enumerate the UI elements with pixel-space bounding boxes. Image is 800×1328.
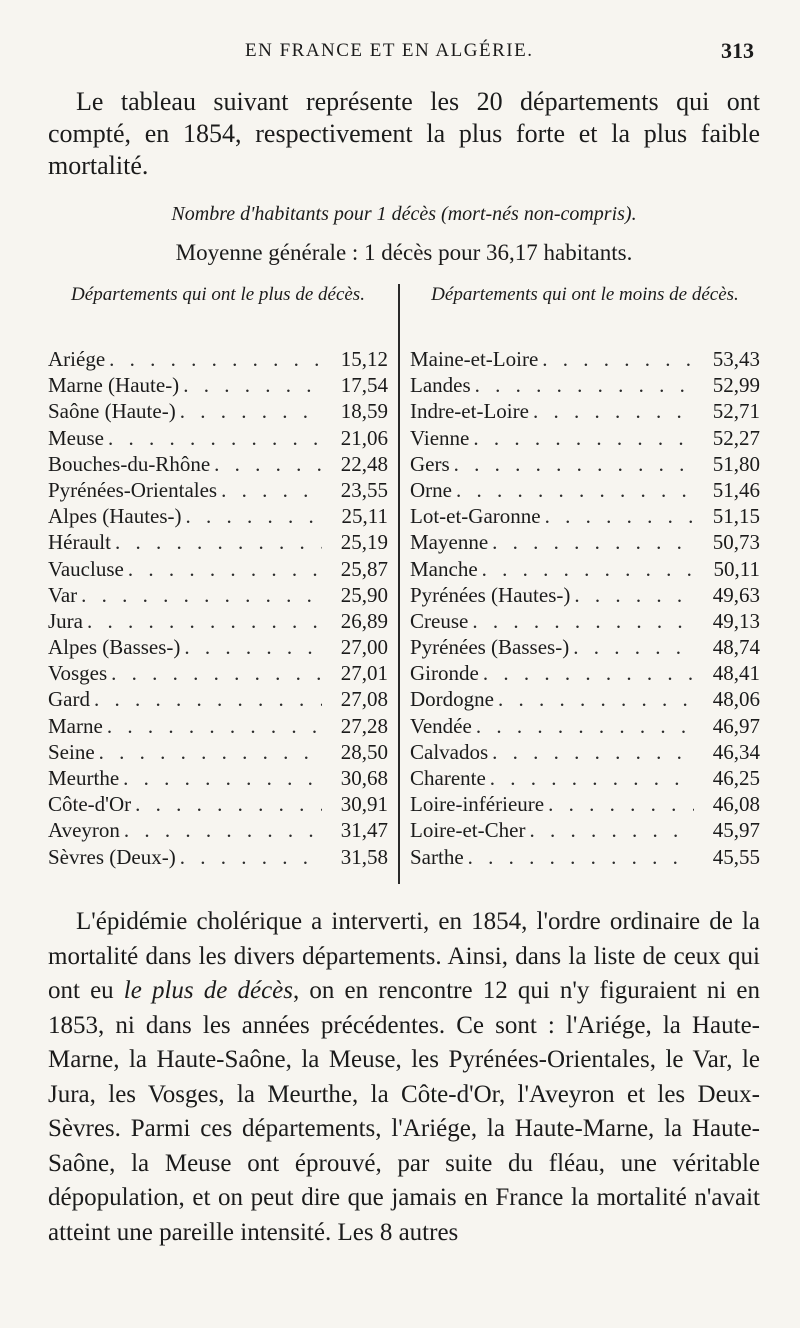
table-row xyxy=(410,425,760,451)
table-row xyxy=(48,765,388,791)
table-row xyxy=(410,529,760,555)
table-row xyxy=(48,791,388,817)
inhabitants-per-death: 52,99 xyxy=(712,373,760,398)
table-row xyxy=(410,582,760,608)
inhabitants-per-death: 27,00 xyxy=(340,635,388,660)
dot-leader xyxy=(124,817,322,843)
dot-leader xyxy=(548,791,694,817)
table-row xyxy=(48,346,388,372)
general-average: Moyenne générale : 1 décès pour 36,17 habitants. xyxy=(175,240,633,265)
inhabitants-per-death: 27,28 xyxy=(340,713,388,738)
inhabitants-per-death: 27,01 xyxy=(340,661,388,686)
department-name: Meurthe xyxy=(48,766,120,790)
inhabitants-per-death: 46,97 xyxy=(712,713,760,738)
inhabitants-per-death: 30,91 xyxy=(340,792,388,817)
inhabitants-per-death: 46,25 xyxy=(712,766,760,790)
department-name: Vaucluse xyxy=(48,556,124,581)
department-name: Indre-et-Loire xyxy=(410,399,529,424)
table-caption: Nombre d'habitants pour 1 décès (mort-nés non-compris). xyxy=(171,203,637,225)
dot-leader xyxy=(545,503,694,529)
table-row xyxy=(48,556,388,582)
mortality-table xyxy=(48,282,760,884)
inhabitants-per-death: 22,48 xyxy=(340,451,388,476)
dot-leader xyxy=(472,608,694,634)
inhabitants-per-death: 30,68 xyxy=(340,766,388,790)
department-name: Var xyxy=(48,582,78,607)
inhabitants-per-death: 52,27 xyxy=(712,425,760,450)
dot-leader xyxy=(482,556,694,582)
dot-leader xyxy=(498,686,694,712)
inhabitants-per-death: 23,55 xyxy=(340,477,388,502)
table-row xyxy=(410,608,760,634)
department-name: Vendée xyxy=(410,713,472,738)
department-name: Lot-et-Garonne xyxy=(410,504,541,529)
dot-leader xyxy=(456,477,694,503)
department-name: Aveyron xyxy=(48,818,120,843)
department-name: Saône (Haute-) xyxy=(48,399,176,424)
table-row xyxy=(410,739,760,765)
dot-leader xyxy=(128,556,322,582)
inhabitants-per-death: 51,80 xyxy=(712,451,760,476)
inhabitants-per-death: 49,63 xyxy=(712,582,760,607)
dot-leader xyxy=(529,817,694,843)
table-row xyxy=(410,686,760,712)
department-name: Charente xyxy=(410,766,486,790)
dot-leader xyxy=(468,844,694,870)
department-name: Loire-inférieure xyxy=(410,792,545,817)
department-name: Loire-et-Cher xyxy=(410,818,526,843)
left-column-header: Départements qui ont le plus de décès. xyxy=(71,284,365,305)
column-divider xyxy=(398,284,400,884)
dot-leader xyxy=(492,739,694,765)
department-name: Sèvres (Deux-) xyxy=(48,844,176,869)
department-name: Gers xyxy=(410,451,450,476)
inhabitants-per-death: 48,74 xyxy=(712,635,760,660)
table-row xyxy=(410,791,760,817)
table-row xyxy=(410,713,760,739)
inhabitants-per-death: 28,50 xyxy=(340,739,388,764)
inhabitants-per-death: 21,06 xyxy=(340,425,388,450)
dot-leader xyxy=(221,477,322,503)
table-row xyxy=(48,608,388,634)
department-name: Hérault xyxy=(48,530,111,555)
left-rows xyxy=(48,346,388,870)
department-name: Dordogne xyxy=(410,687,494,712)
dot-leader xyxy=(473,425,694,451)
inhabitants-per-death: 25,11 xyxy=(341,504,388,529)
table-row xyxy=(48,634,388,660)
dot-leader xyxy=(180,398,322,424)
inhabitants-per-death: 31,58 xyxy=(340,844,388,869)
department-name: Manche xyxy=(410,556,478,581)
body-paragraph xyxy=(48,905,760,1250)
table-row xyxy=(48,425,388,451)
table-row xyxy=(410,451,760,477)
inhabitants-per-death: 46,34 xyxy=(712,739,760,764)
table-row xyxy=(410,398,760,424)
table-row xyxy=(48,477,388,503)
right-column-header: Départements qui ont le moins de décès. xyxy=(431,284,739,305)
table-row xyxy=(48,398,388,424)
inhabitants-per-death: 15,12 xyxy=(340,347,388,371)
table-row xyxy=(410,634,760,660)
dot-leader xyxy=(180,844,322,870)
inhabitants-per-death: 49,13 xyxy=(712,608,760,633)
department-name: Calvados xyxy=(410,739,489,764)
table-row xyxy=(48,686,388,712)
left-column xyxy=(48,282,388,870)
page-number: 313 xyxy=(721,38,754,63)
dot-leader xyxy=(107,713,322,739)
dot-leader xyxy=(109,346,322,372)
dot-leader xyxy=(87,608,322,634)
table-row xyxy=(410,477,760,503)
table-row xyxy=(410,817,760,843)
dot-leader xyxy=(123,765,322,791)
running-head xyxy=(0,36,800,76)
table-row xyxy=(48,503,388,529)
dot-leader xyxy=(454,451,694,477)
dot-leader xyxy=(186,503,322,529)
table-row xyxy=(48,713,388,739)
department-name: Orne xyxy=(410,477,452,502)
table-row xyxy=(410,556,760,582)
inhabitants-per-death: 48,06 xyxy=(712,687,760,712)
table-row xyxy=(410,844,760,870)
inhabitants-per-death: 18,59 xyxy=(340,399,388,424)
department-name: Marne (Haute-) xyxy=(48,373,180,398)
inhabitants-per-death: 25,90 xyxy=(340,582,388,607)
inhabitants-per-death: 27,08 xyxy=(340,687,388,712)
department-name: Bouches-du-Rhône xyxy=(48,451,211,476)
inhabitants-per-death: 53,43 xyxy=(712,347,760,371)
table-row xyxy=(410,660,760,686)
table-row xyxy=(410,503,760,529)
inhabitants-per-death: 50,11 xyxy=(713,556,760,581)
inhabitants-per-death: 50,73 xyxy=(712,530,760,555)
body-text-part2: , on en rencontre 12 qui n'y figuraient ni en 1853, ni dans les années précédentes. Ce sont : l'Ariége, la Haute-Marne, la Haute-Saône, la Meuse, les Pyrénées-Orientales, le Var, le Jura, les Vosges, la Meurthe, la Côte-d'Or, l'Aveyron et les Deux-Sèvres. Parmi ces départements, l'Ariége, la Haute-Marne, la Haute-Saône, la Meuse ont éprouvé, par suite du fléau, une véritable dépopulation, et on peut dire que jamais en France la mortalité n'avait atteint une pareille intensité. Les 8 autres xyxy=(48,977,760,1246)
department-name: Marne xyxy=(48,713,103,738)
inhabitants-per-death: 25,19 xyxy=(340,530,388,555)
running-head-title: EN FRANCE ET EN ALGÉRIE. xyxy=(245,40,534,61)
table-row xyxy=(48,582,388,608)
department-name: Alpes (Hautes-) xyxy=(48,504,182,529)
department-name: Mayenne xyxy=(410,530,489,555)
department-name: Gard xyxy=(48,687,90,712)
dot-leader xyxy=(115,529,322,555)
inhabitants-per-death: 45,97 xyxy=(712,818,760,843)
inhabitants-per-death: 26,89 xyxy=(340,608,388,633)
department-name: Seine xyxy=(48,739,95,764)
department-name: Pyrénées (Hautes-) xyxy=(410,582,571,607)
dot-leader xyxy=(214,451,322,477)
table-row xyxy=(48,739,388,765)
department-name: Vosges xyxy=(48,661,108,686)
table-row xyxy=(410,346,760,372)
intro-paragraph: Le tableau suivant représente les 20 départements qui ont compté, en 1854, respectivement la plus forte et la plus faible mortalité. xyxy=(48,87,760,180)
dot-leader xyxy=(475,372,694,398)
body-text-emphasis: le plus de décès xyxy=(123,977,293,1004)
department-name: Gironde xyxy=(410,661,479,686)
table-row xyxy=(410,372,760,398)
dot-leader xyxy=(94,686,322,712)
dot-leader xyxy=(184,634,322,660)
inhabitants-per-death: 48,41 xyxy=(712,661,760,686)
dot-leader xyxy=(573,634,694,660)
dot-leader xyxy=(490,765,694,791)
department-name: Creuse xyxy=(410,608,469,633)
table-row xyxy=(48,844,388,870)
inhabitants-per-death: 46,08 xyxy=(712,792,760,817)
dot-leader xyxy=(476,713,694,739)
inhabitants-per-death: 31,47 xyxy=(340,818,388,843)
table-row xyxy=(48,660,388,686)
department-name: Côte-d'Or xyxy=(48,792,132,817)
table-row xyxy=(48,529,388,555)
inhabitants-per-death: 17,54 xyxy=(340,373,388,398)
dot-leader xyxy=(135,791,322,817)
dot-leader xyxy=(99,739,322,765)
dot-leader xyxy=(542,346,694,372)
dot-leader xyxy=(108,425,322,451)
dot-leader xyxy=(492,529,694,555)
dot-leader xyxy=(533,398,694,424)
department-name: Jura xyxy=(48,608,83,633)
dot-leader xyxy=(81,582,322,608)
inhabitants-per-death: 51,15 xyxy=(712,504,760,529)
table-row xyxy=(48,451,388,477)
department-name: Alpes (Basses-) xyxy=(48,635,181,660)
inhabitants-per-death: 52,71 xyxy=(712,399,760,424)
department-name: Vienne xyxy=(410,425,470,450)
right-column xyxy=(410,282,760,870)
department-name: Landes xyxy=(410,373,471,398)
department-name: Maine-et-Loire xyxy=(410,347,539,371)
department-name: Pyrénées-Orientales xyxy=(48,477,218,502)
right-rows xyxy=(410,346,760,870)
table-row xyxy=(410,765,760,791)
inhabitants-per-death: 51,46 xyxy=(712,477,760,502)
body-text-part1: L'épidémie cholérique a interverti, en 1854, l'ordre ordinaire de la mortalité dans les divers départements. Ainsi, dans la liste de ceux qui ont eu xyxy=(48,908,760,1004)
dot-leader xyxy=(111,660,322,686)
table-row xyxy=(48,817,388,843)
department-name: Ariége xyxy=(48,347,106,371)
inhabitants-per-death: 25,87 xyxy=(340,556,388,581)
dot-leader xyxy=(574,582,694,608)
department-name: Sarthe xyxy=(410,844,464,869)
dot-leader xyxy=(483,660,694,686)
department-name: Pyrénées (Basses-) xyxy=(410,635,570,660)
table-row xyxy=(48,372,388,398)
department-name: Meuse xyxy=(48,425,104,450)
dot-leader xyxy=(183,372,322,398)
inhabitants-per-death: 45,55 xyxy=(712,844,760,869)
